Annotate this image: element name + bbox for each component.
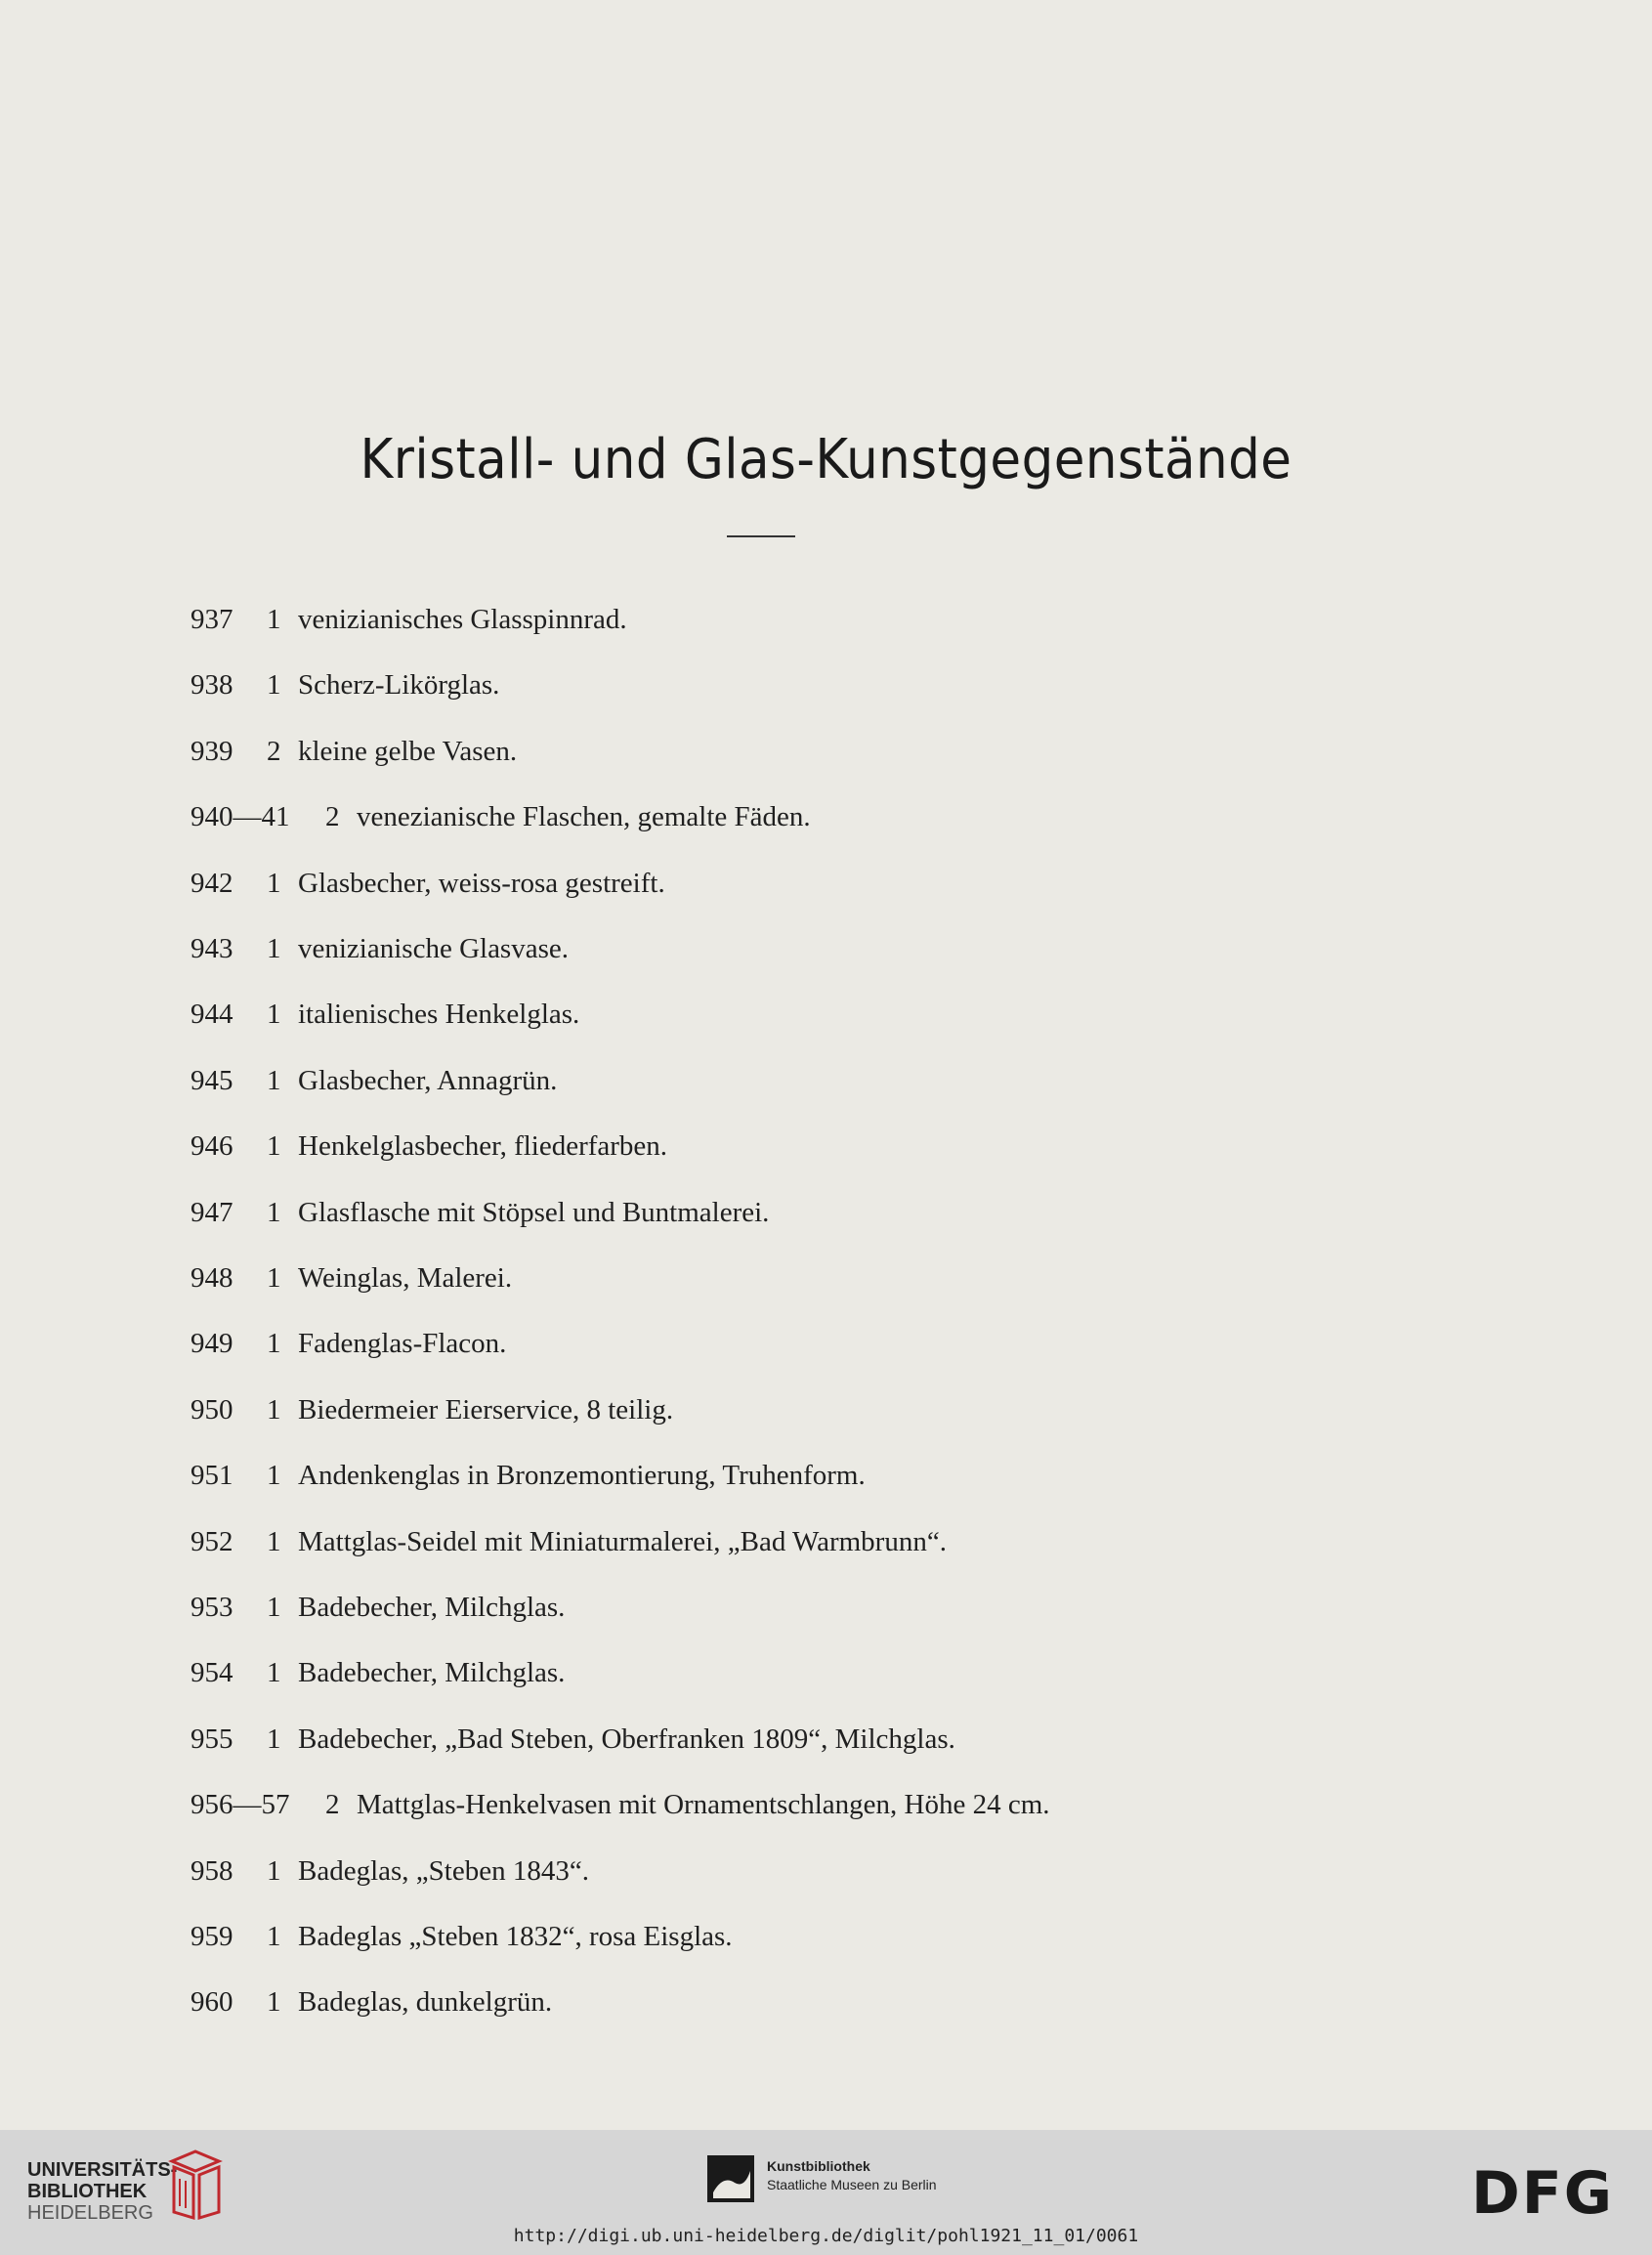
ub-heidelberg-label bbox=[27, 2159, 177, 2224]
catalog-entry bbox=[191, 1125, 667, 1168]
entry-quantity: 1 bbox=[267, 1592, 281, 1623]
entry-number: 943 bbox=[191, 933, 233, 964]
entry-quantity: 2 bbox=[325, 801, 340, 833]
entry-number: 940—41 bbox=[191, 801, 290, 833]
entry-number: 937 bbox=[191, 604, 233, 635]
catalog-entry bbox=[191, 1586, 565, 1629]
entry-number: 951 bbox=[191, 1460, 233, 1492]
catalog-entry bbox=[191, 1915, 733, 1958]
entry-description: Andenkenglas in Bronzemontierung, Truhenform. bbox=[298, 1460, 866, 1492]
entry-number: 944 bbox=[191, 999, 233, 1031]
catalog-entry bbox=[191, 1980, 552, 2023]
catalog-entry bbox=[191, 1191, 769, 1234]
ub-line-2: BIBLIOTHEK bbox=[27, 2181, 148, 2202]
entry-quantity: 1 bbox=[267, 1196, 281, 1228]
entry-description: Weinglas, Malerei. bbox=[298, 1262, 513, 1294]
entry-quantity: 1 bbox=[267, 867, 281, 899]
entry-description: Biedermeier Eierservice, 8 teilig. bbox=[298, 1393, 674, 1425]
entry-quantity: 1 bbox=[267, 933, 281, 964]
entry-quantity: 1 bbox=[267, 1525, 281, 1557]
entry-number: 938 bbox=[191, 669, 233, 702]
entry-description: Glasbecher, weiss-rosa gestreift. bbox=[298, 867, 665, 899]
catalog-entry bbox=[191, 598, 627, 641]
permalink-url[interactable]: http://digi.ub.uni-heidelberg.de/diglit/pohl1921_11_01/0061 bbox=[513, 2226, 1139, 2246]
entry-description: Badebecher, Milchglas. bbox=[298, 1592, 566, 1623]
entry-quantity: 1 bbox=[267, 1723, 281, 1755]
entry-quantity: 1 bbox=[267, 1064, 281, 1096]
catalog-entry bbox=[191, 927, 569, 970]
entry-number: 960 bbox=[191, 1986, 233, 2019]
entry-number: 946 bbox=[191, 1130, 233, 1163]
entry-quantity: 1 bbox=[267, 1393, 281, 1425]
entry-quantity: 1 bbox=[267, 1921, 281, 1952]
entry-description: Badeglas, dunkelgrün. bbox=[298, 1986, 553, 2019]
entry-number: 950 bbox=[191, 1393, 233, 1425]
catalog-entry bbox=[191, 862, 665, 905]
title-divider bbox=[727, 535, 795, 537]
kunstbibliothek-label bbox=[767, 2157, 937, 2194]
entry-quantity: 1 bbox=[267, 1986, 281, 2019]
entry-description: Mattglas-Henkelvasen mit Ornamentschlangen, Höhe 24 cm. bbox=[357, 1789, 1050, 1821]
catalog-entry bbox=[191, 1388, 673, 1431]
catalog-entry bbox=[191, 1059, 557, 1102]
entry-quantity: 2 bbox=[267, 735, 281, 767]
entry-quantity: 1 bbox=[267, 604, 281, 635]
catalog-entry bbox=[191, 663, 499, 706]
catalog-entry bbox=[191, 1322, 506, 1365]
entry-description: Glasbecher, Annagrün. bbox=[298, 1064, 558, 1096]
entry-number: 945 bbox=[191, 1064, 233, 1096]
entry-quantity: 1 bbox=[267, 669, 281, 702]
entry-description: venizianisches Glasspinnrad. bbox=[298, 604, 627, 635]
entry-number: 947 bbox=[191, 1196, 233, 1228]
entry-description: kleine gelbe Vasen. bbox=[298, 735, 518, 767]
entry-description: Badebecher, „Bad Steben, Oberfranken 1809“, Milchglas. bbox=[298, 1723, 955, 1755]
kb-line-2: Staatliche Museen zu Berlin bbox=[767, 2177, 937, 2192]
entry-description: Glasflasche mit Stöpsel und Buntmalerei. bbox=[298, 1196, 770, 1228]
entry-description: italienisches Henkelglas. bbox=[298, 999, 580, 1031]
entry-number: 954 bbox=[191, 1657, 233, 1689]
entry-number: 956—57 bbox=[191, 1789, 290, 1821]
entry-number: 955 bbox=[191, 1723, 233, 1755]
entry-number: 958 bbox=[191, 1854, 233, 1887]
entry-quantity: 1 bbox=[267, 1460, 281, 1492]
catalog-entry bbox=[191, 993, 579, 1036]
catalog-entry bbox=[191, 1850, 589, 1893]
dfg-logo: DFG bbox=[1471, 2159, 1615, 2228]
catalog-entry bbox=[191, 1454, 866, 1497]
catalog-entry bbox=[191, 1783, 1050, 1826]
entry-number: 953 bbox=[191, 1592, 233, 1623]
catalog-entry bbox=[191, 1651, 565, 1694]
page-title: Kristall- und Glas-Kunstgegenstände bbox=[360, 428, 1292, 491]
entry-description: Scherz-Likörglas. bbox=[298, 669, 500, 702]
ub-heidelberg-logo-icon bbox=[166, 2149, 227, 2220]
catalog-entry bbox=[191, 1520, 947, 1563]
catalog-entry bbox=[191, 1256, 512, 1299]
entry-number: 959 bbox=[191, 1921, 233, 1952]
entry-description: Henkelglasbecher, fliederfarben. bbox=[298, 1130, 668, 1163]
entry-quantity: 1 bbox=[267, 1328, 281, 1360]
entry-number: 952 bbox=[191, 1525, 233, 1557]
entry-quantity: 1 bbox=[267, 1657, 281, 1689]
entry-number: 949 bbox=[191, 1328, 233, 1360]
entry-number: 942 bbox=[191, 867, 233, 899]
entry-description: Badeglas, „Steben 1843“. bbox=[298, 1854, 589, 1887]
entry-description: Badeglas „Steben 1832“, rosa Eisglas. bbox=[298, 1921, 733, 1952]
entry-quantity: 1 bbox=[267, 1130, 281, 1163]
entry-description: venizianische Glasvase. bbox=[298, 933, 570, 964]
catalog-entry bbox=[191, 730, 517, 773]
entry-quantity: 2 bbox=[325, 1789, 340, 1821]
footer-bar bbox=[0, 2130, 1652, 2255]
entry-number: 948 bbox=[191, 1262, 233, 1294]
entry-description: Badebecher, Milchglas. bbox=[298, 1657, 566, 1689]
entry-quantity: 1 bbox=[267, 1854, 281, 1887]
kunstbibliothek-logo-icon bbox=[705, 2153, 756, 2204]
catalog-entry bbox=[191, 1718, 955, 1761]
ub-line-3: HEIDELBERG bbox=[27, 2202, 153, 2224]
entry-quantity: 1 bbox=[267, 999, 281, 1031]
entry-number: 939 bbox=[191, 735, 233, 767]
entry-description: venezianische Flaschen, gemalte Fäden. bbox=[357, 801, 811, 833]
entry-quantity: 1 bbox=[267, 1262, 281, 1294]
entry-description: Fadenglas-Flacon. bbox=[298, 1328, 507, 1360]
kb-line-1: Kunstbibliothek bbox=[767, 2158, 870, 2174]
ub-line-1: UNIVERSITÄTS- bbox=[27, 2159, 178, 2181]
entry-description: Mattglas-Seidel mit Miniaturmalerei, „Bad Warmbrunn“. bbox=[298, 1525, 947, 1557]
catalog-entry bbox=[191, 795, 811, 838]
